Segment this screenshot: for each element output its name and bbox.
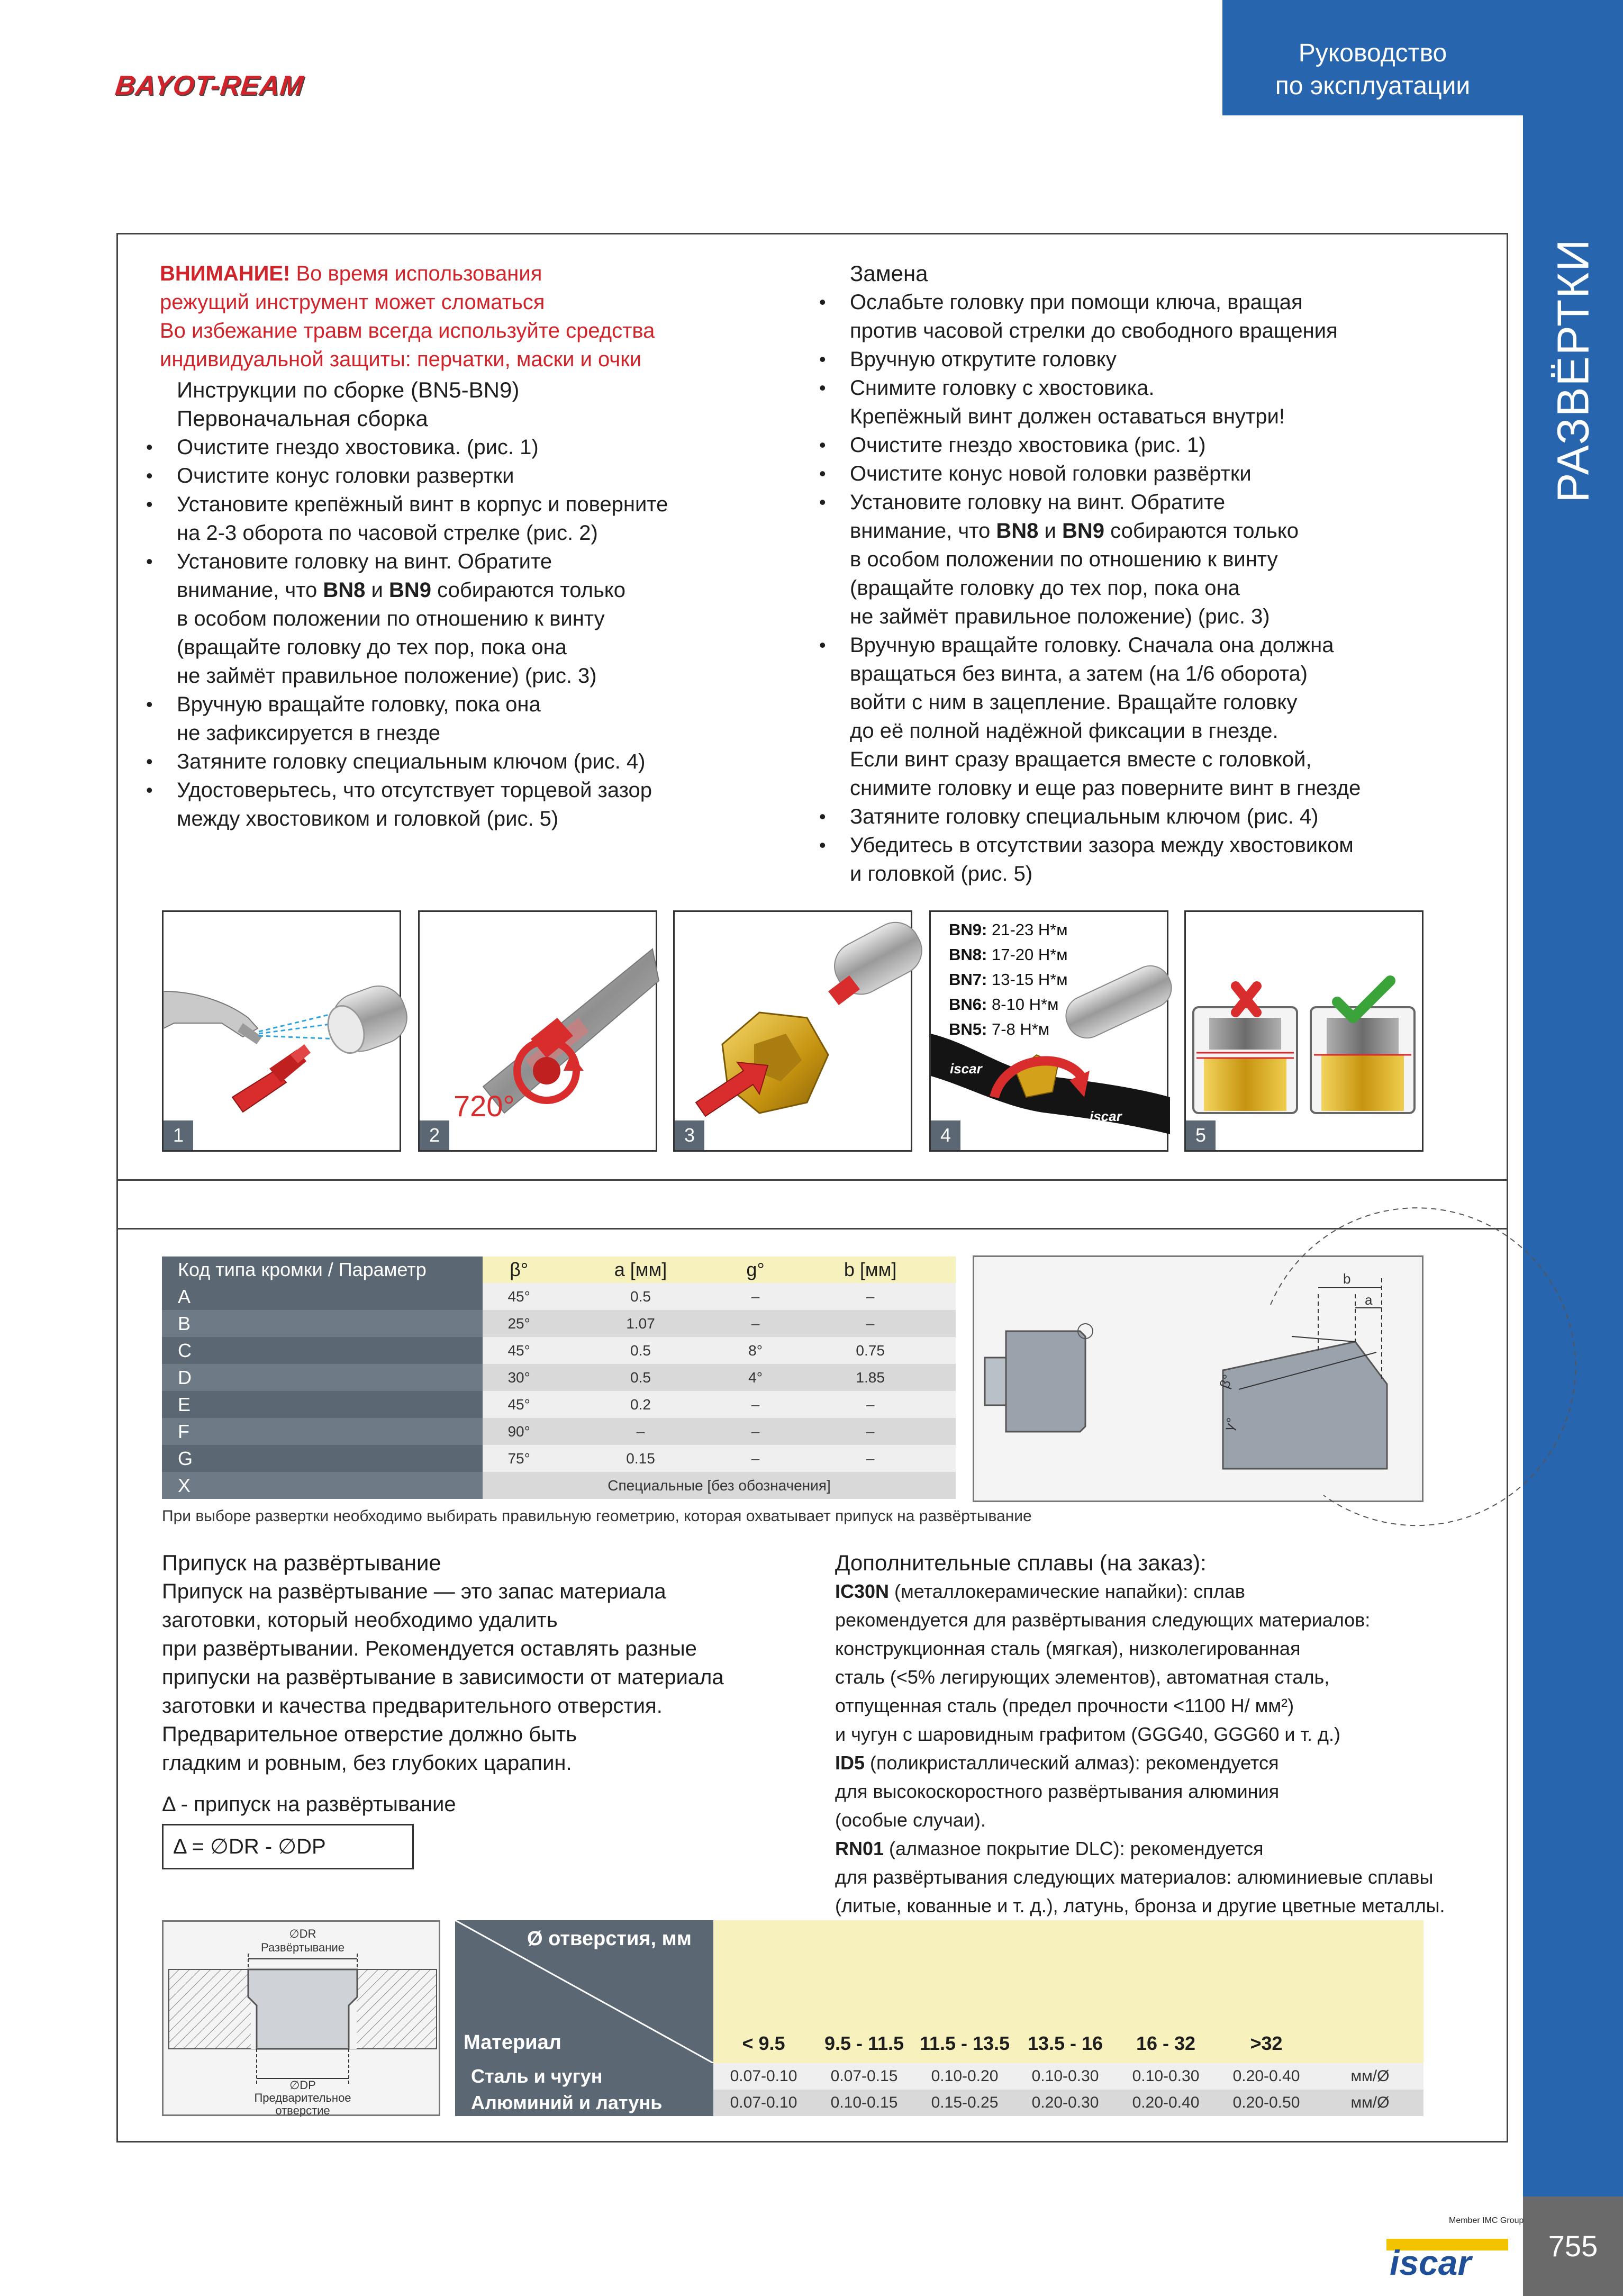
replacement-step-item-line: • Затяните головку специальным ключом (рис. 4) — [850, 805, 1319, 828]
replacement-step-item — [820, 459, 1487, 488]
alloy-line: (особые случаи). — [835, 1809, 986, 1831]
iscar-brand-logo — [1386, 2207, 1524, 2282]
allowance-line: заготовки и качества предварительного отверстия. — [162, 1694, 663, 1718]
assembly-step-item — [147, 690, 816, 747]
figure-3-head-mounting — [673, 910, 912, 1152]
replacement-step-item-line: Если винт сразу вращается вместе с головкой, — [850, 748, 1312, 771]
edge-header-param: b [мм] — [785, 1257, 956, 1283]
figure-5-gap-check — [1184, 910, 1423, 1152]
replacement-step-item-line: Крепёжный винт должен оставаться внутри! — [850, 405, 1285, 428]
assembly-step-item-line: на 2-3 оборота по часовой стрелке (рис. 2) — [177, 521, 598, 545]
torque-value: 8-10 Н*м — [987, 995, 1059, 1014]
allowance-row — [455, 2090, 1423, 2116]
assembly-subtitle: Первоначальная сборка — [177, 406, 428, 431]
edge-value: 0.2 — [555, 1391, 726, 1418]
warning-line1: Во время использования — [290, 262, 542, 285]
hole-bottom-label: ∅DP — [289, 2078, 316, 2092]
alloy-line: для развёртывания следующих материалов: алюминиевые сплавы — [835, 1866, 1434, 1888]
allowance-value: 0.10-0.15 — [814, 2090, 914, 2116]
replacement-step-item-line: • Вручную открутите головку — [850, 348, 1117, 371]
hole-diagram — [162, 1920, 440, 2116]
edge-value: – — [726, 1283, 785, 1310]
replacement-step-item-line: и головкой (рис. 5) — [850, 862, 1033, 885]
allowance-material: Сталь и чугун — [455, 2063, 713, 2090]
figure-1-cleaning — [162, 910, 401, 1152]
section-divider-1 — [116, 1179, 1508, 1181]
wrong-assembly — [1193, 986, 1297, 1113]
edge-value: 45° — [483, 1337, 555, 1364]
allowance-value: 0.07-0.10 — [713, 2090, 814, 2116]
replacement-step-item-line: внимание, что BN8 и BN9 собираются только — [850, 519, 1299, 543]
replacement-step-item-line: в особом положении по отношению к винту — [850, 548, 1278, 571]
torque-value: 21-23 Н*м — [987, 920, 1068, 939]
edge-table-note: При выборе развертки необходимо выбирать правильную геометрию, которая охватывает припуск на развёртывание — [162, 1507, 1032, 1525]
allowance-line: Предварительное отверстие должно быть — [162, 1723, 577, 1746]
allowance-value: 0.10-0.20 — [914, 2063, 1015, 2090]
alloy-id5-desc: (поликристаллический алмаз): рекомендуется — [865, 1752, 1279, 1774]
edge-row — [162, 1418, 956, 1445]
torque-code: BN8: — [949, 945, 987, 964]
allowance-head-hole: Ø отверстия, мм — [527, 1928, 692, 1950]
torque-row — [949, 1017, 1068, 1042]
wrench-brand-2: iscar — [1090, 1108, 1122, 1124]
allowance-value: 0.07-0.15 — [814, 2063, 914, 2090]
hole-bottom-caption-1: Предварительное — [254, 2091, 351, 2104]
torque-values — [949, 917, 1068, 1042]
allowance-formula: Δ = ∅DR - ∅DP — [162, 1824, 414, 1869]
alloy-line: и чугун с шаровидным графитом (GGG40, GGG60 и т. д.) — [835, 1723, 1341, 1745]
replacement-step-item — [820, 831, 1487, 888]
edge-header-param: β° — [483, 1257, 555, 1283]
assembly-title: Инструкции по сборке (BN5-BN9) — [177, 377, 520, 402]
assembly-step-item-line: между хвостовиком и головкой (рис. 5) — [177, 807, 559, 830]
edge-code: F — [162, 1418, 483, 1445]
alloy-ic30n: IC30N — [835, 1580, 890, 1602]
assembly-step-item — [147, 747, 816, 776]
assembly-step-item-line: внимание, что BN8 и BN9 собираются только — [177, 578, 625, 602]
replacement-step-item-line: • Снимите головку с хвостовика. — [850, 376, 1155, 400]
allowance-value: 0.20-0.50 — [1216, 2090, 1317, 2116]
replacement-step-item-line: снимите головку и еще раз поверните винт в гнезде — [850, 776, 1361, 800]
allowance-value: 0.10-0.30 — [1116, 2063, 1216, 2090]
replacement-step-item-line: вращаться без винта, а затем (на 1/6 оборота) — [850, 662, 1308, 685]
replacement-step-item-line: (вращайте головку до тех пор, пока она — [850, 576, 1240, 600]
torque-value: 17-20 Н*м — [987, 945, 1068, 964]
torque-code: BN9: — [949, 920, 987, 939]
figure-2-screw-rotation — [418, 910, 657, 1152]
replacement-step-item-line: • Очистите конус новой головки развёртки — [850, 462, 1252, 485]
bayot-ream-logo: BAYOT-REAM — [113, 70, 305, 101]
warning-line2: режущий инструмент может сломаться — [160, 291, 545, 314]
allowance-body — [162, 1577, 829, 1777]
allowance-section — [162, 1549, 829, 1819]
alloy-rn01: RN01 — [835, 1838, 884, 1859]
allowance-value: 0.20-0.30 — [1015, 2090, 1116, 2116]
allowance-material: Алюминий и латунь — [455, 2090, 713, 2116]
allowance-line: при развёртывании. Рекомендуется оставлять разные — [162, 1637, 697, 1660]
allowance-value: 0.07-0.10 — [713, 2063, 814, 2090]
figure-3-number: 3 — [675, 1120, 704, 1150]
brand-name: iscar — [1390, 2243, 1472, 2282]
allowance-line: припуски на развёртывание в зависимости от материала — [162, 1666, 724, 1689]
assembly-step-item-line: • Затяните головку специальным ключом (рис. 4) — [177, 750, 646, 773]
correct-assembly — [1311, 981, 1415, 1113]
manual-title-line2: по эксплуатации — [1275, 72, 1471, 100]
assembly-step-item-line: • Вручную вращайте головку, пока она — [177, 693, 541, 716]
replacement-step-item — [820, 631, 1487, 802]
edge-code: E — [162, 1391, 483, 1418]
edge-row — [162, 1283, 956, 1310]
replacement-step-item-line: • Установите головку на винт. Обратите — [850, 491, 1226, 514]
edge-value: – — [726, 1418, 785, 1445]
replacement-list — [820, 288, 1487, 888]
allowance-line: гладким и ровным, без глубоких царапин. — [162, 1751, 572, 1775]
edge-value: 25° — [483, 1310, 555, 1337]
alloy-ic30n-lines — [835, 1606, 1449, 1749]
warning-line3: Во избежание травм всегда используйте средства — [160, 319, 655, 342]
figure-1-number: 1 — [164, 1120, 193, 1150]
warning-line4: индивидуальной защиты: перчатки, маски и очки — [160, 348, 642, 371]
assembly-step-item-line: • Очистите конус головки развертки — [177, 464, 514, 487]
assembly-step-item — [147, 776, 816, 833]
assembly-step-item-line: • Установите крепёжный винт в корпус и поверните — [177, 493, 668, 516]
edge-value: – — [785, 1310, 956, 1337]
allowance-line: заготовки, который необходимо удалить — [162, 1608, 558, 1632]
replacement-step-item-line: не займёт правильное положение) (рис. 3) — [850, 605, 1270, 628]
torque-code: BN7: — [949, 970, 987, 989]
edge-value: 0.5 — [555, 1364, 726, 1391]
torque-row — [949, 917, 1068, 942]
replacement-step-item-line: • Убедитесь в отсутствии зазора между хвостовиком — [850, 834, 1354, 857]
alloy-line: конструкционная сталь (мягкая), низколегированная — [835, 1638, 1301, 1659]
edge-value: 90° — [483, 1418, 555, 1445]
section-divider-2 — [116, 1228, 1508, 1230]
allowance-row — [455, 2063, 1423, 2090]
edge-value: – — [726, 1391, 785, 1418]
replacement-step-item — [820, 288, 1487, 345]
assembly-step-item — [147, 547, 816, 690]
allowance-table-head-right — [713, 1920, 1423, 2063]
assembly-step-item-line: • Удостоверьтесь, что отсутствует торцевой зазор — [177, 779, 652, 802]
diameter-range: < 9.5 — [742, 2032, 785, 2054]
allowance-unit: мм/Ø — [1317, 2063, 1423, 2090]
torque-code: BN5: — [949, 1020, 987, 1038]
replacement-step-item-line: войти с ним в зацепление. Вращайте головку — [850, 691, 1298, 714]
allowance-value: 0.15-0.25 — [914, 2090, 1015, 2116]
assembly-step-item-line: • Очистите гнездо хвостовика. (рис. 1) — [177, 436, 539, 459]
alloy-rn01-lines — [835, 1863, 1449, 1920]
warning-block — [160, 259, 816, 374]
edge-header-param: a [мм] — [555, 1257, 726, 1283]
replacement-step-item — [820, 488, 1487, 631]
allowance-value: 0.20-0.40 — [1116, 2090, 1216, 2116]
page-number: 755 — [1523, 2196, 1623, 2296]
torque-value: 13-15 Н*м — [987, 970, 1068, 989]
edge-row — [162, 1445, 956, 1472]
label-gamma: γ° — [1220, 1415, 1240, 1433]
manual-title-box — [1222, 0, 1523, 115]
allowance-unit: мм/Ø — [1317, 2090, 1423, 2116]
manual-title-line1: Руководство — [1298, 39, 1447, 67]
right-column — [820, 259, 1487, 888]
hole-top-caption: Развёртывание — [261, 1941, 344, 1954]
torque-row — [949, 967, 1068, 992]
alloy-line: для высокоскоростного развёртывания алюминия — [835, 1780, 1280, 1802]
torque-value: 7-8 Н*м — [987, 1020, 1050, 1038]
allowance-head-material: Материал — [464, 2031, 561, 2054]
assembly-list — [147, 433, 816, 833]
edge-value: – — [785, 1283, 956, 1310]
edge-value: 0.5 — [555, 1283, 726, 1310]
edge-value: 1.85 — [785, 1364, 956, 1391]
diameter-range: 9.5 - 11.5 — [824, 2032, 904, 2054]
figure-4-number: 4 — [931, 1120, 960, 1150]
alloy-rn01-desc: (алмазное покрытие DLC): рекомендуется — [884, 1838, 1264, 1859]
label-b: b — [1343, 1271, 1351, 1287]
allowance-line: Припуск на развёртывание — это запас материала — [162, 1580, 666, 1603]
hole-top-label: ∅DR — [289, 1927, 316, 1940]
assembly-step-item-line: в особом положении по отношению к винту — [177, 607, 605, 630]
replacement-step-item-line: • Вручную вращайте головку. Сначала она должна — [850, 634, 1334, 657]
hole-bottom-caption-2: отверстие — [275, 2104, 330, 2117]
edge-value: – — [785, 1418, 956, 1445]
edge-row — [162, 1391, 956, 1418]
edge-value: – — [555, 1418, 726, 1445]
replacement-step-item — [820, 374, 1487, 431]
diameter-range: 13.5 - 16 — [1027, 2032, 1103, 2054]
label-beta: β° — [1216, 1372, 1236, 1391]
allowance-value: 0.10-0.30 — [1015, 2063, 1116, 2090]
assembly-step-item — [147, 490, 816, 547]
assembly-step-item-line: • Установите головку на винт. Обратите — [177, 550, 552, 573]
edge-type-table — [162, 1257, 956, 1499]
edge-value: 4° — [726, 1364, 785, 1391]
label-a: a — [1365, 1292, 1373, 1308]
assembly-step-item — [147, 462, 816, 490]
alloy-line: (литые, кованные и т. д.), латунь, бронза и другие цветные металлы. — [835, 1895, 1445, 1917]
edge-value: 45° — [483, 1391, 555, 1418]
assembly-step-item — [147, 433, 816, 462]
edge-geometry-diagram — [973, 1255, 1423, 1502]
edge-code: X — [162, 1472, 483, 1499]
alloys-section — [835, 1549, 1449, 1920]
brand-tagline: Member IMC Group — [1449, 2216, 1524, 2225]
edge-row — [162, 1364, 956, 1391]
replacement-step-item — [820, 345, 1487, 374]
edge-row — [162, 1337, 956, 1364]
edge-code: C — [162, 1337, 483, 1364]
alloy-ic30n-desc: (металлокерамические напайки): сплав — [889, 1580, 1245, 1602]
edge-row — [162, 1310, 956, 1337]
alloy-line: отпущенная сталь (предел прочности <1100 Н/ мм²) — [835, 1695, 1294, 1716]
edge-row — [162, 1472, 956, 1499]
edge-value: 1.07 — [555, 1310, 726, 1337]
torque-row — [949, 992, 1068, 1017]
allowance-table-head-left — [455, 1920, 713, 2063]
replacement-title: Замена — [850, 261, 928, 286]
allowance-table — [455, 2063, 1423, 2116]
warning-strong: ВНИМАНИЕ! — [160, 262, 291, 285]
assembly-step-item-line: не зафиксируется в гнезде — [177, 721, 440, 745]
figure-4-wrench-tightening — [929, 910, 1168, 1152]
alloy-id5: ID5 — [835, 1752, 865, 1774]
alloy-line: сталь (<5% легирующих элементов), автоматная сталь, — [835, 1666, 1330, 1688]
allowance-value: 0.20-0.40 — [1216, 2063, 1317, 2090]
figure-5-number: 5 — [1186, 1120, 1216, 1150]
edge-value: – — [785, 1445, 956, 1472]
edge-value-special: Специальные [без обозначения] — [483, 1472, 956, 1499]
assembly-step-item-line: не займёт правильное положение) (рис. 3) — [177, 664, 597, 688]
replacement-step-item-line: до её полной надёжной фиксации в гнезде. — [850, 719, 1279, 743]
edge-value: – — [785, 1391, 956, 1418]
edge-value: – — [726, 1310, 785, 1337]
edge-value: 8° — [726, 1337, 785, 1364]
edge-code: A — [162, 1283, 483, 1310]
edge-header-param: g° — [726, 1257, 785, 1283]
edge-value: 0.75 — [785, 1337, 956, 1364]
diameter-range: 16 - 32 — [1136, 2032, 1196, 2054]
diameter-range: 11.5 - 13.5 — [919, 2032, 1010, 2054]
figure-2-angle-label: 720° — [454, 1089, 515, 1123]
diameter-range: >32 — [1250, 2032, 1283, 2054]
edge-value: 45° — [483, 1283, 555, 1310]
replacement-step-item — [820, 802, 1487, 831]
torque-code: BN6: — [949, 995, 987, 1014]
alloy-line: рекомендуется для развёртывания следующих материалов: — [835, 1609, 1371, 1631]
edge-value: – — [726, 1445, 785, 1472]
alloy-id5-lines — [835, 1777, 1449, 1834]
replacement-step-item-line: • Ослабьте головку при помощи ключа, вращая — [850, 291, 1303, 314]
replacement-step-item — [820, 431, 1487, 459]
replacement-step-item-line: против часовой стрелки до свободного вращения — [850, 319, 1338, 342]
alloys-title: Дополнительные сплавы (на заказ): — [835, 1550, 1207, 1575]
allowance-title: Припуск на развёртывание — [162, 1550, 441, 1575]
edge-code: B — [162, 1310, 483, 1337]
diameter-ranges — [713, 2032, 1423, 2059]
edge-value: 0.15 — [555, 1445, 726, 1472]
assembly-step-item-line: (вращайте головку до тех пор, пока она — [177, 636, 567, 659]
delta-label: Δ - припуск на развёртывание — [162, 1793, 456, 1816]
figure-2-number: 2 — [420, 1120, 449, 1150]
edge-value: 0.5 — [555, 1337, 726, 1364]
replacement-step-item-line: • Очистите гнездо хвостовика (рис. 1) — [850, 433, 1206, 457]
wrench-brand-1: iscar — [950, 1061, 982, 1077]
edge-value: 30° — [483, 1364, 555, 1391]
left-column — [160, 259, 816, 833]
torque-row — [949, 942, 1068, 967]
edge-code: D — [162, 1364, 483, 1391]
edge-header-label: Код типа кромки / Параметр — [162, 1257, 483, 1283]
edge-code: G — [162, 1445, 483, 1472]
edge-value: 75° — [483, 1445, 555, 1472]
